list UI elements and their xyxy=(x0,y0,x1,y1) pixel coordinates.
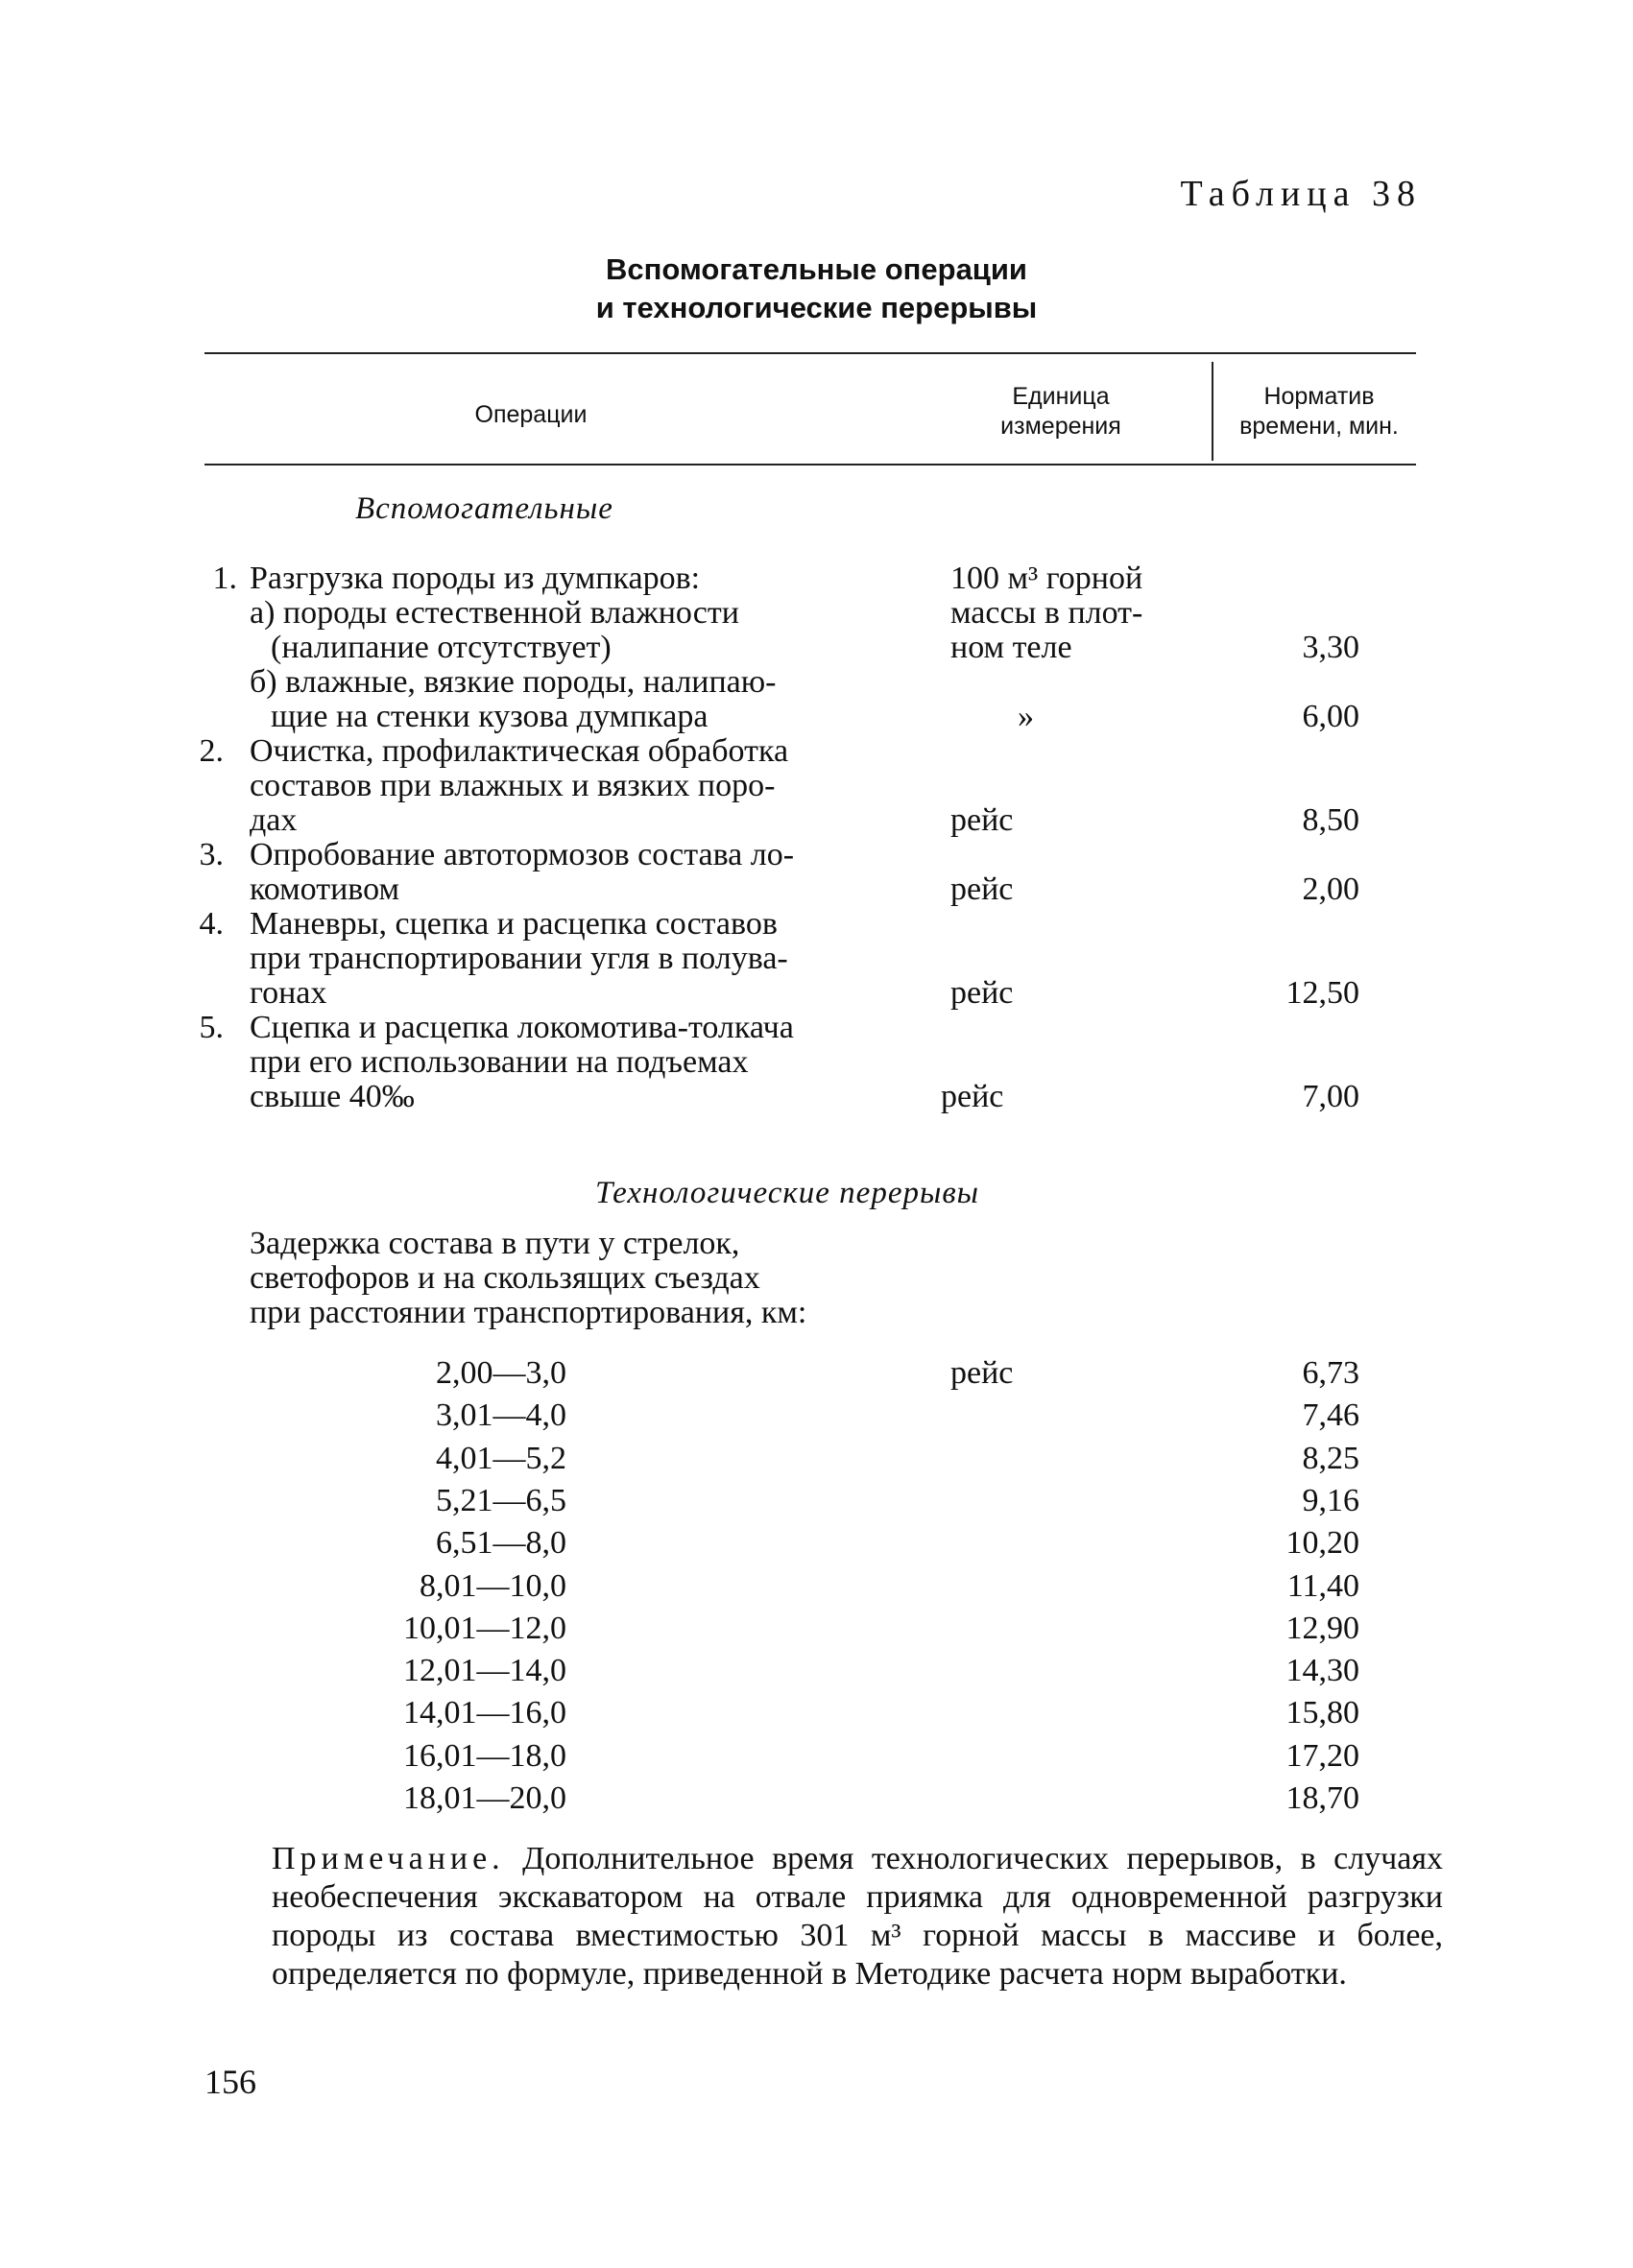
row-unit: массы в плот- xyxy=(950,595,1143,631)
row-number: 2. xyxy=(199,733,224,769)
delay-range: 2,00—3,0 xyxy=(436,1355,566,1391)
row-text: свыше 40‰ xyxy=(250,1079,415,1114)
row-text: Маневры, сцепка и расцепка составов xyxy=(250,906,778,942)
delay-range-list xyxy=(0,1356,1633,1836)
delay-unit: рейс xyxy=(950,1355,1014,1391)
delay-range: 3,01—4,0 xyxy=(436,1397,566,1434)
delay-value: 7,46 xyxy=(1302,1397,1359,1434)
row-unit: ном теле xyxy=(950,630,1072,665)
row-number: 3. xyxy=(199,837,224,872)
header-unit-line-2: измерения xyxy=(1000,413,1121,440)
header-norm-line-1: Норматив xyxy=(1263,383,1375,410)
header-norm xyxy=(1213,382,1425,442)
row-text: Очистка, профилактическая обработка xyxy=(250,733,789,769)
delay-range: 12,01—14,0 xyxy=(403,1653,566,1689)
row-text: составов при влажных и вязких поро- xyxy=(250,768,776,803)
delay-value: 14,30 xyxy=(1285,1653,1359,1689)
delay-value: 8,25 xyxy=(1302,1440,1359,1476)
delay-value: 12,90 xyxy=(1285,1610,1359,1646)
header-top-rule xyxy=(204,352,1416,354)
row-unit: рейс xyxy=(950,975,1014,1011)
row-number: 1. xyxy=(212,561,237,596)
delay-description xyxy=(250,1227,941,1330)
table-label: Таблица 38 xyxy=(1180,174,1422,214)
note-label: Примечание. xyxy=(272,1841,505,1876)
header-unit-line-1: Единица xyxy=(1012,383,1110,410)
delay-line: при расстоянии транспортирования, км: xyxy=(250,1295,807,1330)
delay-value: 15,80 xyxy=(1285,1695,1359,1731)
section-auxiliary: Вспомогательные xyxy=(355,491,613,526)
table-title-line-1: Вспомогательные операции xyxy=(606,252,1027,286)
table-note xyxy=(272,1840,1443,1993)
header-norm-line-2: времени, мин. xyxy=(1239,413,1399,440)
row-unit: рейс xyxy=(950,871,1014,907)
section-breaks: Технологические перерывы xyxy=(595,1176,979,1210)
row-text: б) влажные, вязкие породы, налипаю- xyxy=(250,664,777,700)
delay-range: 10,01—12,0 xyxy=(403,1610,566,1646)
row-text: Разгрузка породы из думпкаров: xyxy=(250,561,701,596)
delay-range: 8,01—10,0 xyxy=(420,1567,566,1604)
row-text: при его использовании на подъемах xyxy=(250,1044,749,1080)
delay-value: 17,20 xyxy=(1285,1737,1359,1774)
row-text: (налипание отсутствует) xyxy=(271,630,612,665)
delay-range: 4,01—5,2 xyxy=(436,1440,566,1476)
row-value: 7,00 xyxy=(1302,1079,1359,1114)
row-value: 6,00 xyxy=(1302,699,1359,734)
delay-value: 18,70 xyxy=(1285,1780,1359,1816)
delay-range: 6,51—8,0 xyxy=(436,1525,566,1562)
page-number: 156 xyxy=(204,2063,256,2101)
row-number: 4. xyxy=(199,906,224,942)
delay-line: Задержка состава в пути у стрелок, xyxy=(250,1226,740,1261)
row-text: щие на стенки кузова думпкара xyxy=(271,699,708,734)
delay-value: 10,20 xyxy=(1285,1525,1359,1562)
row-value: 12,50 xyxy=(1285,975,1359,1011)
header-bottom-rule xyxy=(204,464,1416,466)
row-value: 8,50 xyxy=(1302,802,1359,838)
row-text: гонах xyxy=(250,975,327,1011)
row-text: комотивом xyxy=(250,871,399,907)
row-text: а) породы естественной влажности xyxy=(250,595,739,631)
row-unit: » xyxy=(1018,699,1034,734)
row-unit: 100 м³ горной xyxy=(950,561,1143,596)
row-value: 3,30 xyxy=(1302,630,1359,665)
delay-line: светофоров и на скользящих съездах xyxy=(250,1260,760,1296)
delay-range: 14,01—16,0 xyxy=(403,1695,566,1731)
delay-range: 5,21—6,5 xyxy=(436,1482,566,1518)
note-text: Дополнительное время технологических перерывов, в случаях необеспечения экскаватором на отвале приямка для одновременной разгрузки породы из состава вместимостью 301 м³ горной массы в массиве и более, определяется по формуле, приведенной в Методике расчета норм выработки. xyxy=(272,1841,1444,1992)
row-unit: рейс xyxy=(950,802,1014,838)
row-unit: рейс xyxy=(941,1079,1004,1114)
delay-value: 9,16 xyxy=(1302,1482,1359,1518)
row-text: дах xyxy=(250,802,298,838)
row-text: Сцепка и расцепка локомотива-толкача xyxy=(250,1010,794,1045)
row-text: Опробование автотормозов состава ло- xyxy=(250,837,795,872)
header-unit xyxy=(950,382,1171,442)
row-number: 5. xyxy=(199,1010,224,1045)
row-value: 2,00 xyxy=(1302,871,1359,907)
header-operations: Операции xyxy=(474,401,588,428)
delay-range: 18,01—20,0 xyxy=(403,1780,566,1816)
delay-range: 16,01—18,0 xyxy=(403,1737,566,1774)
delay-value: 6,73 xyxy=(1302,1355,1359,1391)
table-title-line-2: и технологические перерывы xyxy=(595,291,1038,324)
row-text: при транспортировании угля в полува- xyxy=(250,941,788,976)
delay-value: 11,40 xyxy=(1286,1567,1359,1604)
